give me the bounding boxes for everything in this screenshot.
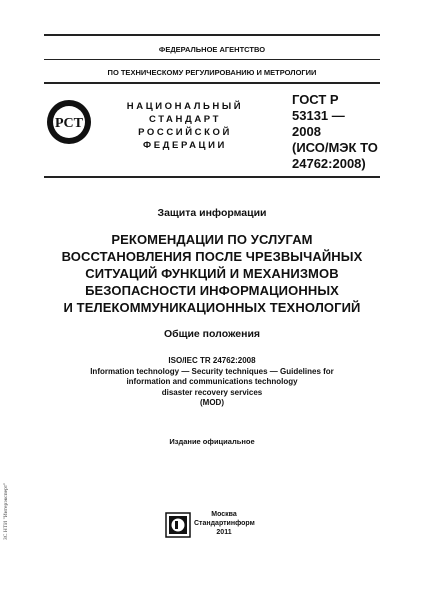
mid-rule [44,59,380,60]
agency-name-line2: ПО ТЕХНИЧЕСКОМУ РЕГУЛИРОВАНИЮ И МЕТРОЛОГИИ [107,68,317,77]
side-stamp: ЗС НТИ "Интерэксперт" [3,482,9,540]
rst-logo [46,99,92,145]
rst-logo-letters: PCT [55,116,83,131]
main-title-line5: И ТЕЛЕКОММУНИКАЦИОННЫХ ТЕХНОЛОГИЙ [63,300,361,315]
main-title-line1: РЕКОМЕНДАЦИИ ПО УСЛУГАМ [111,232,313,247]
english-line2: Information technology — Security techniques — Guidelines for [90,366,334,376]
official-edition: Издание официальное [169,437,255,446]
publisher-logo [165,512,191,538]
natstd-line4: ФЕДЕРАЦИИ [143,140,227,151]
publisher-year: 2011 [216,529,232,536]
lower-rule [44,82,380,84]
natstd-line3: РОССИЙСКОЙ [138,127,232,138]
gost-line2: 53131 — [292,108,345,123]
top-rule [44,34,380,36]
main-title-line4: БЕЗОПАСНОСТИ ИНФОРМАЦИОННЫХ [85,283,339,298]
main-title-line3: СИТУАЦИЙ ФУНКЦИЙ И МЕХАНИЗМОВ [85,266,339,281]
header-bottom-rule [44,176,380,178]
publisher-name: Стандартинформ [194,520,255,527]
english-line1: ISO/IEC TR 24762:2008 [168,356,256,365]
gost-line4: (ИСО/МЭК ТО [292,140,378,155]
general-provisions: Общие положения [163,328,261,340]
english-line4: disaster recovery services [161,387,263,397]
main-title-line2: ВОССТАНОВЛЕНИЯ ПОСЛЕ ЧРЕЗВЫЧАЙНЫХ [61,249,363,264]
publisher-info [194,510,254,537]
agency-name-line1: ФЕДЕРАЛЬНОЕ АГЕНТСТВО [158,45,266,54]
natstd-line1: НАЦИОНАЛЬНЫЙ [126,101,244,112]
publisher-city: Москва [211,511,237,518]
english-line3: information and communications technology [126,377,298,386]
main-title [0,231,424,316]
natstd-line2: СТАНДАРТ [149,114,221,125]
national-standard-label [118,100,252,152]
subject-heading: Защита информации [157,207,267,219]
english-line5: (MOD) [200,398,224,407]
gost-line3: 2008 [292,124,321,139]
gost-line1: ГОСТ Р [292,92,339,107]
gost-number [292,92,408,172]
gost-line5: 24762:2008) [292,156,366,171]
english-reference [0,356,424,409]
